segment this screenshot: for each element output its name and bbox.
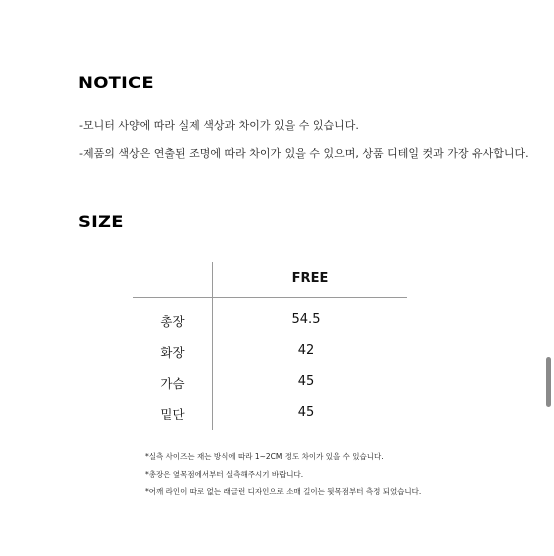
notice-line: -제품의 색상은 연출된 조명에 따라 차이가 있을 수 있으며, 상품 디테일 컷과 가장 유사합니다. <box>79 147 529 160</box>
notice-line: -모니터 사양에 따라 실제 색상과 차이가 있을 수 있습니다. <box>79 119 359 132</box>
row-value: 45 <box>297 374 315 389</box>
row-label: 총장 <box>160 314 185 329</box>
row-label: 가슴 <box>160 376 185 391</box>
size-footnote: *총장은 옆목점에서부터 실측해주시기 바랍니다. <box>145 470 304 479</box>
size-table <box>133 262 407 432</box>
table-horizontal-divider <box>133 297 407 298</box>
scrollbar-thumb[interactable] <box>546 357 551 407</box>
size-footnote: *어깨 라인이 따로 없는 래글런 디자인으로 소매 길이는 뒷목점부터 측정 되었습니다. <box>145 487 422 496</box>
row-value: 42 <box>297 343 315 358</box>
size-footnote: *실측 사이즈는 재는 방식에 따라 1~2CM 정도 차이가 있을 수 있습니다. <box>145 452 384 461</box>
row-value: 54.5 <box>291 312 321 327</box>
row-label: 밑단 <box>160 407 185 422</box>
row-label: 화장 <box>160 345 185 360</box>
next-section-heading-cutoff <box>76 548 186 556</box>
row-value: 45 <box>297 405 315 420</box>
size-heading: SIZE <box>78 212 124 231</box>
column-header-free: FREE <box>291 271 329 286</box>
notice-heading: NOTICE <box>78 73 154 92</box>
